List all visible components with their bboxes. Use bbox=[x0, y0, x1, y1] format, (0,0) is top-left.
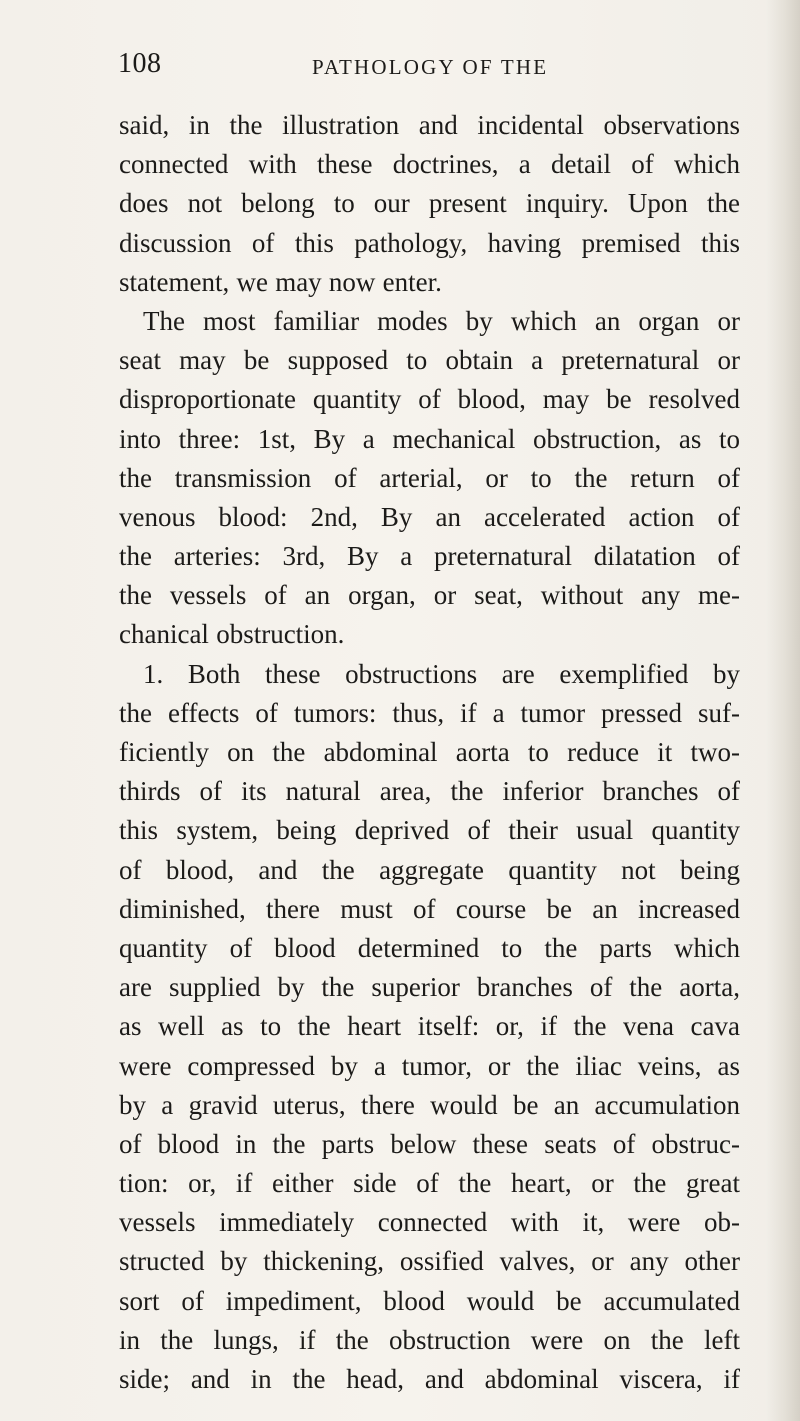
text-line: statement, we may now enter. bbox=[119, 266, 442, 297]
text-line: the arteries: 3rd, By a preternatural dilatation of bbox=[119, 541, 740, 572]
running-head: PATHOLOGY OF THE bbox=[312, 55, 549, 79]
text-line: are supplied by the superior branches of the aorta, bbox=[119, 972, 740, 1003]
text-line: chanical obstruction. bbox=[119, 619, 345, 650]
text-line: as well as to the heart itself: or, if the vena cava bbox=[119, 1011, 740, 1042]
text-line: tion: or, if either side of the heart, or the great bbox=[119, 1168, 740, 1199]
text-line: does not belong to our present inquiry. Upon the bbox=[119, 188, 740, 219]
text-line: of blood, and the aggregate quantity not being bbox=[119, 854, 740, 885]
text-line: this system, being deprived of their usual quantity bbox=[119, 815, 740, 846]
text-line: The most familiar modes by which an organ or bbox=[143, 305, 740, 336]
text-line: side; and in the head, and abdominal viscera, if bbox=[119, 1364, 740, 1394]
text-line: quantity of blood determined to the parts which bbox=[119, 932, 740, 963]
text-line: sort of impediment, blood would be accumulated bbox=[119, 1285, 740, 1316]
text-line: in the lungs, if the obstruction were on the left bbox=[119, 1324, 740, 1355]
text-line: discussion of this pathology, having premised this bbox=[119, 227, 740, 258]
body-text bbox=[119, 106, 740, 1399]
text-line: diminished, there must of course be an increased bbox=[119, 893, 740, 924]
page-edge-shadow bbox=[766, 0, 800, 1421]
text-line: venous blood: 2nd, By an accelerated action of bbox=[119, 501, 740, 532]
text-line: ficiently on the abdominal aorta to reduce it two- bbox=[119, 737, 740, 767]
text-line: said, in the illustration and incidental observations bbox=[119, 110, 740, 140]
text-line: thirds of its natural area, the inferior branches of bbox=[119, 776, 740, 807]
text-line: were compressed by a tumor, or the iliac veins, as bbox=[119, 1050, 740, 1081]
text-line: seat may be supposed to obtain a preternatural or bbox=[119, 345, 740, 376]
text-line: the transmission of arterial, or to the return of bbox=[119, 462, 740, 493]
text-line: by a gravid uterus, there would be an accumulation bbox=[119, 1089, 740, 1120]
text-line: the effects of tumors: thus, if a tumor pressed suf- bbox=[119, 697, 740, 728]
page-number: 108 bbox=[118, 48, 162, 79]
text-line: disproportionate quantity of blood, may be resolved bbox=[119, 384, 740, 415]
page-header bbox=[0, 48, 800, 88]
text-line: 1. Both these obstructions are exemplified by bbox=[143, 658, 740, 689]
text-line: vessels immediately connected with it, were ob- bbox=[119, 1207, 740, 1238]
text-line: of blood in the parts below these seats of obstruc- bbox=[119, 1128, 740, 1159]
text-line: the vessels of an organ, or seat, without any me- bbox=[119, 580, 740, 611]
text-line: into three: 1st, By a mechanical obstruction, as to bbox=[119, 423, 740, 454]
text-line: connected with these doctrines, a detail of which bbox=[119, 149, 740, 180]
text-line: structed by thickening, ossified valves, or any other bbox=[119, 1246, 740, 1277]
